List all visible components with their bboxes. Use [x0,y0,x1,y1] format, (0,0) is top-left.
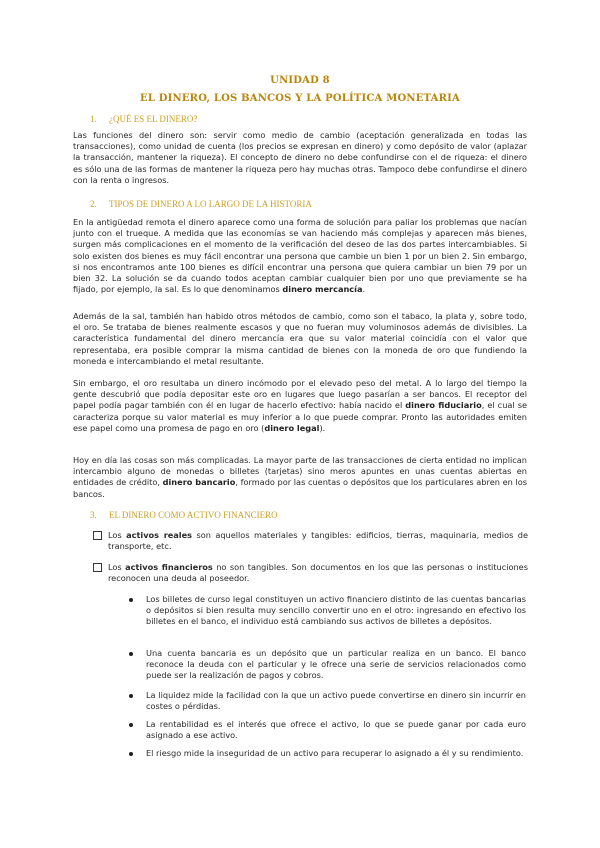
term-dinero-mercancia: dinero mercancía [282,284,363,295]
term-activos-reales: activos reales [126,530,193,540]
section-1-number: 1. [90,114,97,124]
document-title: EL DINERO, LOS BANCOS Y LA POLÍTICA MONETARIA [140,93,460,104]
section-3-title: EL DINERO COMO ACTIVO FINANCIERO [109,510,278,520]
section-3-number: 3. [90,510,97,520]
bullet-icon [129,752,133,756]
term-dinero-fiduciario: dinero fiduciario [405,400,482,411]
term-dinero-bancario: dinero bancario [162,477,236,488]
term-activos-financieros: activos financieros [125,562,213,572]
paragraph-functions: Las funciones del dinero son: servir como medio de cambio (aceptación generalizada en todas las transacciones), como unidad de cuenta (los precios se expresan en dinero) y como depósito de valor (aplazar la transacción, mantener la riqueza). El concepto de dinero no debe confundirse con el de riqueza: el dinero es sólo una de las formas de mantener la riqueza pero hay muchas otras. Tampoco debe confundirse el dinero con la renta o ingresos. [73,130,527,185]
document-page: UNIDAD 8 EL DINERO, LOS BANCOS Y LA POLÍTICA MONETARIA 1. ¿QUÉ ES EL DINERO? Las funciones del dinero son: servir como medio de cambio (aceptación generalizada en todas las transacciones), como unidad de cuenta (los precios se expresan en dinero) y como depósito de valor (aplazar la transacción, mantener la riqueza). El concepto de dinero no debe confundirse con el de riqueza: el dinero es sólo una de las formas de mantener la riqueza pero hay muchas otras. Tampoco debe confundirse el dinero con la renta o ingresos. 2. TIPOS DE DINERO A LO LARGO DE LA HISTORIA En la antigüedad remota el dinero aparece como una forma de solución para paliar los problemas que nacían junto con el trueque. A medida que las economías se van haciendo más complejas y aparecen más bienes, surgen más complicaciones en el momento de la verificación del deseo de las dos partes intercambiables. Si solo existen dos bienes es muy fácil encontrar una persona que cambie un bien 1 por un bien 2. Sin embargo, si nos encontramos ante 100 bienes es difícil encontrar una persona que quiera cambiar un bien 79 por un bien 32. La solución se da cuando todos aceptan cambiar cualquier bien por uno que previamente se ha fijado, por ejemplo, la sal. Es lo que denominamos dinero mercancía. Además de la sal, también han habido otros métodos de cambio, como son el tabaco, la plata y, sobre todo, el oro. Se trataba de bienes realmente escasos y que no fueran muy voluminosos además de divisibles. La característica fundamental del dinero mercancía era que su valor material coincidía con el valor que representaba, era posible comprar la misma cantidad de bienes con la moneda de oro que fundiendo la moneda e intercambiando el metal resultante. Sin embargo, el oro resultaba un dinero incómodo por el elevado peso del metal. A lo largo del tiempo la gente descubrió que podía depositar este oro en lugares que luego pasarían a ser bancos. El receptor del papel podía pagar también con él en lugar de hacerlo efectivo: había nacido el dinero fiduciario, el cual se caracteriza porque su valor material es muy inferior a lo que puede comprar. Pronto las autoridades emiten ese papel como una promesa de pago en oro (dinero legal). Hoy en día las cosas son más complicadas. La mayor parte de las transacciones de cierta entidad no implican intercambio alguno de monedas o billetes (tarjetas) sino meros apuntes en unas cuentas abiertas en entidades de crédito, dinero bancario, formado por las cuentas o depósitos que los particulares abren en los bancos. 3. EL DINERO COMO ACTIVO FINANCIERO Los activos reales son aquellos materiales y tangibles: edificios, tierras, maquinaria, medios de transporte, etc. Los activos financieros no son tangibles. Son documentos en los que las personas o instituciones reconocen una deuda al poseedor. Los billetes de curso legal constituyen un activo financiero distinto de las cuentas bancarias o depósitos si bien resulta muy sencillo convertir uno en el otro: ingresando en efectivo los billetes en el banco, el individuo está cambiando sus activos de billetes a depósitos. Una cuenta bancaria es un depósito que un particular realiza en un banco. El banco reconoce la deuda con el particular y le ofrece una serie de servicios relacionados como puede ser la realización de pagos y cobros. La liquidez mide la facilidad con la que un activo puede convertirse en dinero sin incurrir en costes o pérdidas. La rentabilidad es el interés que ofrece el activo, lo que se puede ganar por cada euro asignado a ese activo. El riesgo mide la inseguridad de un activo para recuperar lo asignado a él y su rendimiento. [0,0,600,848]
bullet-icon [129,652,133,656]
checkbox-icon[interactable] [93,531,102,540]
section-1-heading [90,114,197,124]
section-2-title: TIPOS DE DINERO A LO LARGO DE LA HISTORIA [109,199,312,209]
section-2-number: 2. [90,199,97,209]
term-dinero-legal: dinero legal [264,422,320,433]
checkbox-icon[interactable] [93,563,102,572]
paragraph-commodity-money: En la antigüedad remota el dinero aparece como una forma de solución para paliar los problemas que nacían junto con el trueque. A medida que las economías se van haciendo más complejas y aparecen más bienes, surgen más complicaciones en el momento de la verificación del deseo de las dos partes intercambiables. Si solo existen dos bienes es muy fácil encontrar una persona que cambie un bien 1 por un bien 2. Sin embargo, si nos encontramos ante 100 bienes es difícil encontrar una persona que quiera cambiar un bien 79 por un bien 32. La solución se da cuando todos aceptan cambiar cualquier bien por uno que previamente se ha fijado, por ejemplo, la sal. Es lo que denominamos dinero mercancía. [73,217,527,295]
paragraph-bank-money: Hoy en día las cosas son más complicadas. La mayor parte de las transacciones de cierta entidad no implican intercambio alguno de monedas o billetes (tarjetas) sino meros apuntes en unas cuentas abiertas en entidades de crédito, dinero bancario, formado por las cuentas o depósitos que los particulares abren en los bancos. [73,455,528,499]
section-3-heading [90,510,278,520]
section-2-heading [90,199,312,209]
paragraph-fiduciary-money: Sin embargo, el oro resultaba un dinero incómodo por el elevado peso del metal. A lo largo del tiempo la gente descubrió que podía depositar este oro en lugares que luego pasarían a ser bancos. El receptor del papel podía pagar también con él en lugar de hacerlo efectivo: había nacido el dinero fiduciario, el cual se caracteriza porque su valor material es muy inferior a lo que puede comprar. Pronto las autoridades emiten ese papel como una promesa de pago en oro (dinero legal). [73,378,528,433]
bullet-icon [129,694,133,698]
bullet-icon [129,723,133,727]
section-1-title: ¿QUÉ ES EL DINERO? [109,114,198,124]
bullet-icon [129,598,133,602]
unit-heading: UNIDAD 8 [270,75,330,86]
paragraph-metals: Además de la sal, también han habido otros métodos de cambio, como son el tabaco, la plata y, sobre todo, el oro. Se trataba de bienes realmente escasos y que no fueran muy voluminosos además de divisibles. La característica fundamental del dinero mercancía era que su valor material coincidía con el valor que representaba, era posible comprar la misma cantidad de bienes con la moneda de oro que fundiendo la moneda e intercambiando el metal resultante. [73,311,527,366]
